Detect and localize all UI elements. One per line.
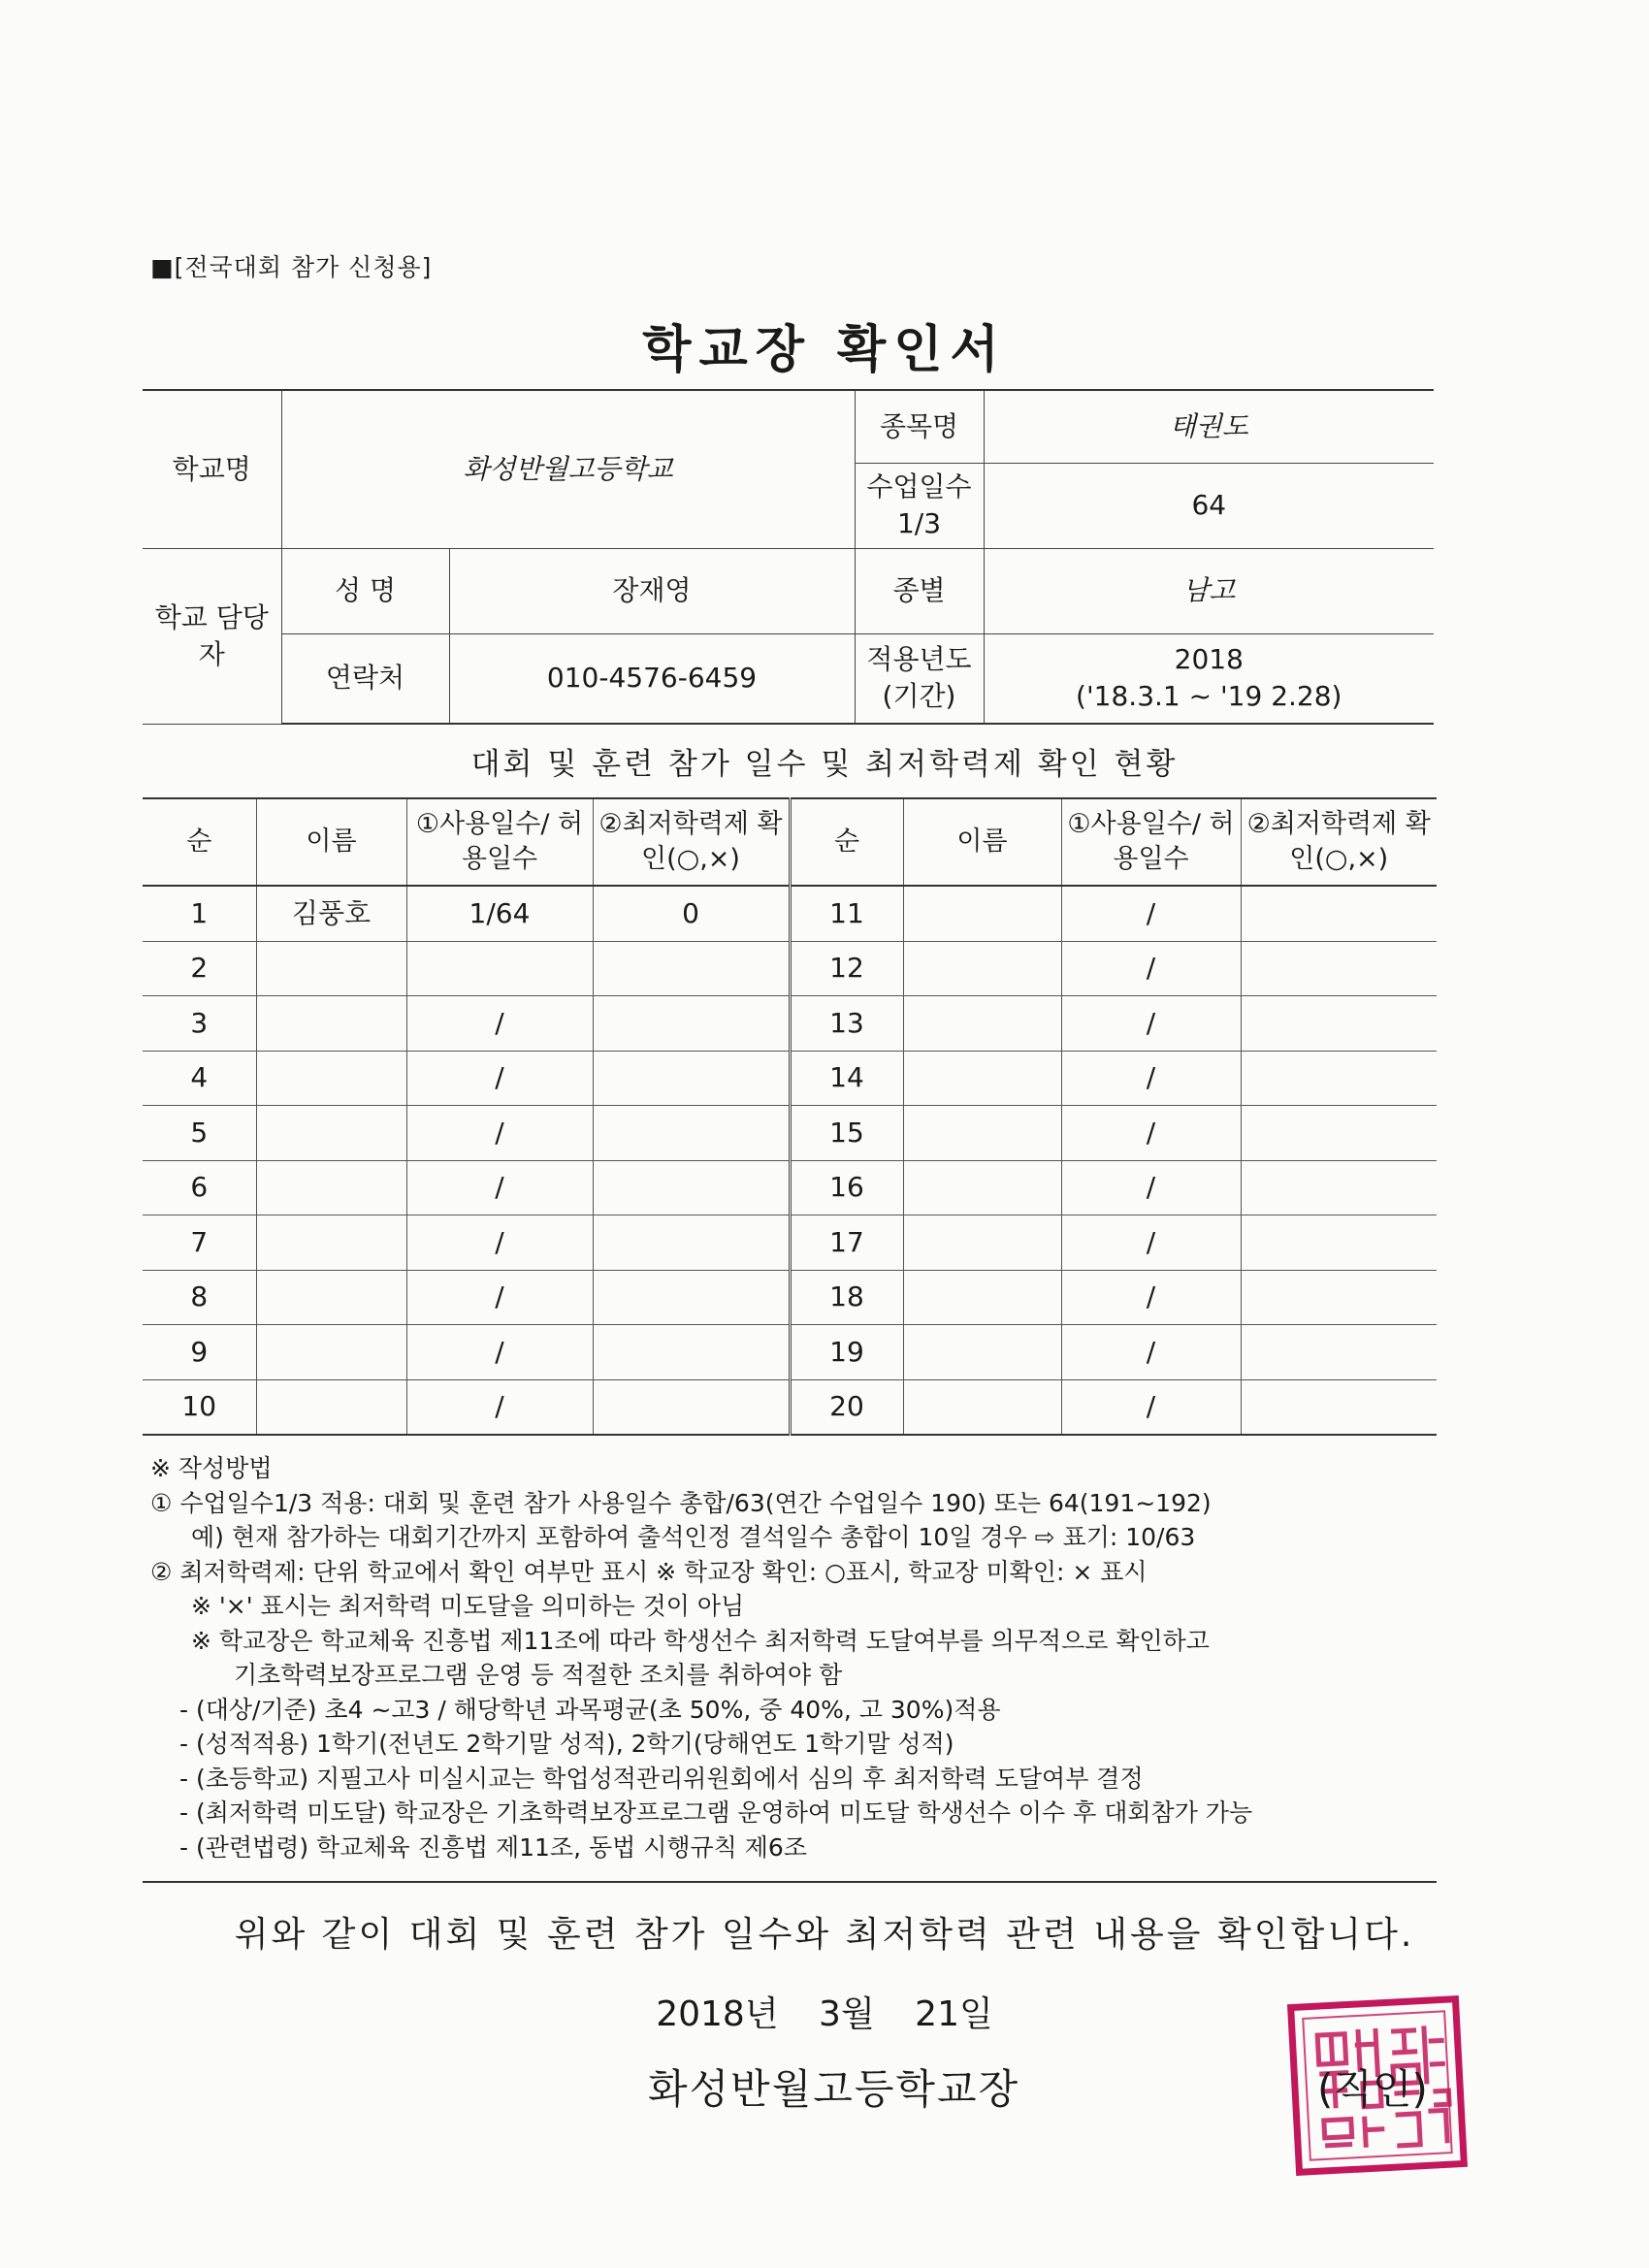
row-name — [903, 1325, 1061, 1380]
row-check — [1241, 941, 1437, 996]
table-row — [143, 941, 1437, 996]
school-label: 학교명 — [143, 390, 281, 548]
row-days: / — [1061, 1325, 1241, 1380]
row-days: / — [406, 1051, 593, 1106]
row-number: 2 — [143, 941, 256, 996]
row-days: / — [1061, 1106, 1241, 1161]
col-header-check: ②최저학력제 확인(○,×) — [1241, 798, 1437, 886]
form-type-tag: ■[전국대회 참가 신청용] — [150, 253, 433, 281]
table-row — [143, 1160, 1437, 1215]
days-value: 64 — [984, 463, 1434, 548]
row-name — [256, 941, 406, 996]
table-row — [143, 1215, 1437, 1271]
row-number: 7 — [143, 1215, 256, 1271]
name-value: 장재영 — [449, 548, 855, 633]
row-days: / — [406, 1270, 593, 1325]
row-name — [256, 1160, 406, 1215]
col-header-name: 이름 — [903, 798, 1061, 886]
year-period: ('18.3.1 ~ '19 2.28) — [1076, 680, 1342, 713]
row-number: 16 — [790, 1160, 903, 1215]
row-check — [1241, 1106, 1437, 1161]
row-name — [256, 1051, 406, 1106]
row-number: 12 — [790, 941, 903, 996]
row-number: 20 — [790, 1379, 903, 1435]
row-number: 15 — [790, 1106, 903, 1161]
row-number: 9 — [143, 1325, 256, 1380]
gender-label: 종별 — [855, 548, 984, 633]
table-row — [143, 996, 1437, 1052]
row-check — [593, 941, 790, 996]
row-days: / — [1061, 886, 1241, 941]
issue-date: 2018년 3월 21일 — [656, 1994, 993, 2034]
row-number: 4 — [143, 1051, 256, 1106]
note-line: - (대상/기준) 초4 ~고3 / 해당학년 과목평균(초 50%, 중 40%, 고 30%)적용 — [179, 1695, 1001, 1724]
row-number: 8 — [143, 1270, 256, 1325]
row-number: 6 — [143, 1160, 256, 1215]
row-days: / — [406, 1215, 593, 1271]
row-check — [593, 1325, 790, 1380]
note-line: ② 최저학력제: 단위 학교에서 확인 여부만 표시 ※ 학교장 확인: ○표시, 학교장 미확인: × 표시 — [150, 1557, 1148, 1586]
row-name: 김풍호 — [256, 886, 406, 941]
col-header-no: 순 — [790, 798, 903, 886]
row-days: / — [1061, 1379, 1241, 1435]
page-title: 학교장 확인서 — [642, 321, 1007, 379]
note-line: ※ '×' 표시는 최저학력 미도달을 의미하는 것이 아님 — [191, 1592, 745, 1620]
days-label: 수업일수 1/3 — [855, 463, 984, 548]
table-row — [143, 1051, 1437, 1106]
row-name — [903, 886, 1061, 941]
row-check — [1241, 1051, 1437, 1106]
participation-table — [143, 797, 1437, 1436]
row-check — [593, 1270, 790, 1325]
row-days: / — [1061, 1051, 1241, 1106]
col-header-no: 순 — [143, 798, 256, 886]
table-row — [143, 886, 1437, 941]
row-check — [593, 1379, 790, 1435]
row-number: 18 — [790, 1270, 903, 1325]
row-name — [903, 1215, 1061, 1271]
row-check — [593, 996, 790, 1052]
row-check — [593, 1215, 790, 1271]
row-check — [593, 1160, 790, 1215]
row-days: / — [1061, 996, 1241, 1052]
row-name — [256, 1379, 406, 1435]
row-check — [1241, 1215, 1437, 1271]
table-header-row — [143, 798, 1437, 886]
table-row — [143, 1270, 1437, 1325]
row-name — [256, 996, 406, 1052]
row-name — [903, 1051, 1061, 1106]
row-days: / — [406, 1160, 593, 1215]
table-row — [143, 1379, 1437, 1435]
row-check — [1241, 1325, 1437, 1380]
row-number: 19 — [790, 1325, 903, 1380]
note-line: 기초학력보장프로그램 운영 등 적절한 조치를 취하여야 함 — [234, 1661, 843, 1689]
row-days: / — [1061, 1270, 1241, 1325]
note-line: 예) 현재 참가하는 대회기간까지 포함하여 출석인정 결석일수 총합이 10일 경우 ⇨ 표기: 10/63 — [191, 1523, 1196, 1551]
row-days: 1/64 — [406, 886, 593, 941]
year-cell — [984, 633, 1434, 724]
row-check: 0 — [593, 886, 790, 941]
row-check — [593, 1106, 790, 1161]
row-check — [1241, 996, 1437, 1052]
note-line: - (초등학교) 지필고사 미실시교는 학업성적관리위원회에서 심의 후 최저학력 도달여부 결정 — [179, 1764, 1144, 1793]
row-number: 10 — [143, 1379, 256, 1435]
note-line: - (최저학력 미도달) 학교장은 기초학력보장프로그램 운영하여 미도달 학생선수 이수 후 대회참가 가능 — [179, 1798, 1253, 1827]
row-name — [903, 941, 1061, 996]
row-number: 5 — [143, 1106, 256, 1161]
row-name — [903, 1106, 1061, 1161]
divider — [143, 1881, 1437, 1883]
gender-value: 남고 — [984, 548, 1434, 633]
confirm-statement: 위와 같이 대회 및 훈련 참가 일수와 최저학력 관련 내용을 확인합니다. — [234, 1915, 1415, 1955]
row-number: 14 — [790, 1051, 903, 1106]
row-number: 3 — [143, 996, 256, 1052]
row-number: 13 — [790, 996, 903, 1052]
col-header-check: ②최저학력제 확인(○,×) — [593, 798, 790, 886]
row-name — [903, 1160, 1061, 1215]
row-days: / — [406, 996, 593, 1052]
contact-value: 010-4576-6459 — [449, 633, 855, 724]
info-table — [143, 389, 1434, 725]
notes-heading: ※ 작성방법 — [150, 1454, 273, 1482]
row-days: / — [1061, 1160, 1241, 1215]
row-days: / — [406, 1325, 593, 1380]
name-label: 성 명 — [281, 548, 449, 633]
seal-label: (직인) — [1317, 2065, 1428, 2113]
row-name — [903, 1270, 1061, 1325]
school-name: 화성반월고등학교 — [281, 390, 855, 548]
row-name — [256, 1106, 406, 1161]
instructions — [150, 1451, 1440, 1864]
col-header-days: ①사용일수/ 허용일수 — [1061, 798, 1241, 886]
row-number: 17 — [790, 1215, 903, 1271]
row-check — [1241, 886, 1437, 941]
note-line: ① 수업일수1/3 적용: 대회 및 훈련 참가 사용일수 총합/63(연간 수업일수 190) 또는 64(191~192) — [150, 1488, 1212, 1517]
row-number: 1 — [143, 886, 256, 941]
row-name — [903, 996, 1061, 1052]
row-check — [1241, 1160, 1437, 1215]
row-days: / — [406, 1379, 593, 1435]
col-header-name: 이름 — [256, 798, 406, 886]
note-line: ※ 학교장은 학교체육 진흥법 제11조에 따라 학생선수 최저학력 도달여부를 의무적으로 확인하고 — [191, 1626, 1210, 1655]
principal-name: 화성반월고등학교장 — [648, 2065, 1020, 2113]
year-value: 2018 — [1174, 643, 1244, 676]
row-days: / — [1061, 1215, 1241, 1271]
section-title: 대회 및 훈련 참가 일수 및 최저학력제 확인 현황 — [470, 747, 1179, 782]
row-name — [903, 1379, 1061, 1435]
row-check — [593, 1051, 790, 1106]
table-row — [143, 1106, 1437, 1161]
row-days — [406, 941, 593, 996]
note-line: - (관련법령) 학교체육 진흥법 제11조, 동법 시행규칙 제6조 — [179, 1832, 807, 1862]
row-name — [256, 1270, 406, 1325]
col-header-days: ①사용일수/ 허용일수 — [406, 798, 593, 886]
contact-label: 연락처 — [281, 633, 449, 724]
note-line: - (성적적용) 1학기(전년도 2학기말 성적), 2학기(당해연도 1학기말 성적) — [179, 1730, 954, 1758]
row-days: / — [406, 1106, 593, 1161]
row-check — [1241, 1379, 1437, 1435]
row-days: / — [1061, 941, 1241, 996]
manager-label: 학교 담당자 — [143, 548, 281, 724]
row-name — [256, 1215, 406, 1271]
year-label: 적용년도 (기간) — [855, 633, 984, 724]
row-number: 11 — [790, 886, 903, 941]
sport-value: 태권도 — [984, 390, 1434, 463]
sport-label: 종목명 — [855, 390, 984, 463]
table-row — [143, 1325, 1437, 1380]
row-name — [256, 1325, 406, 1380]
row-check — [1241, 1270, 1437, 1325]
